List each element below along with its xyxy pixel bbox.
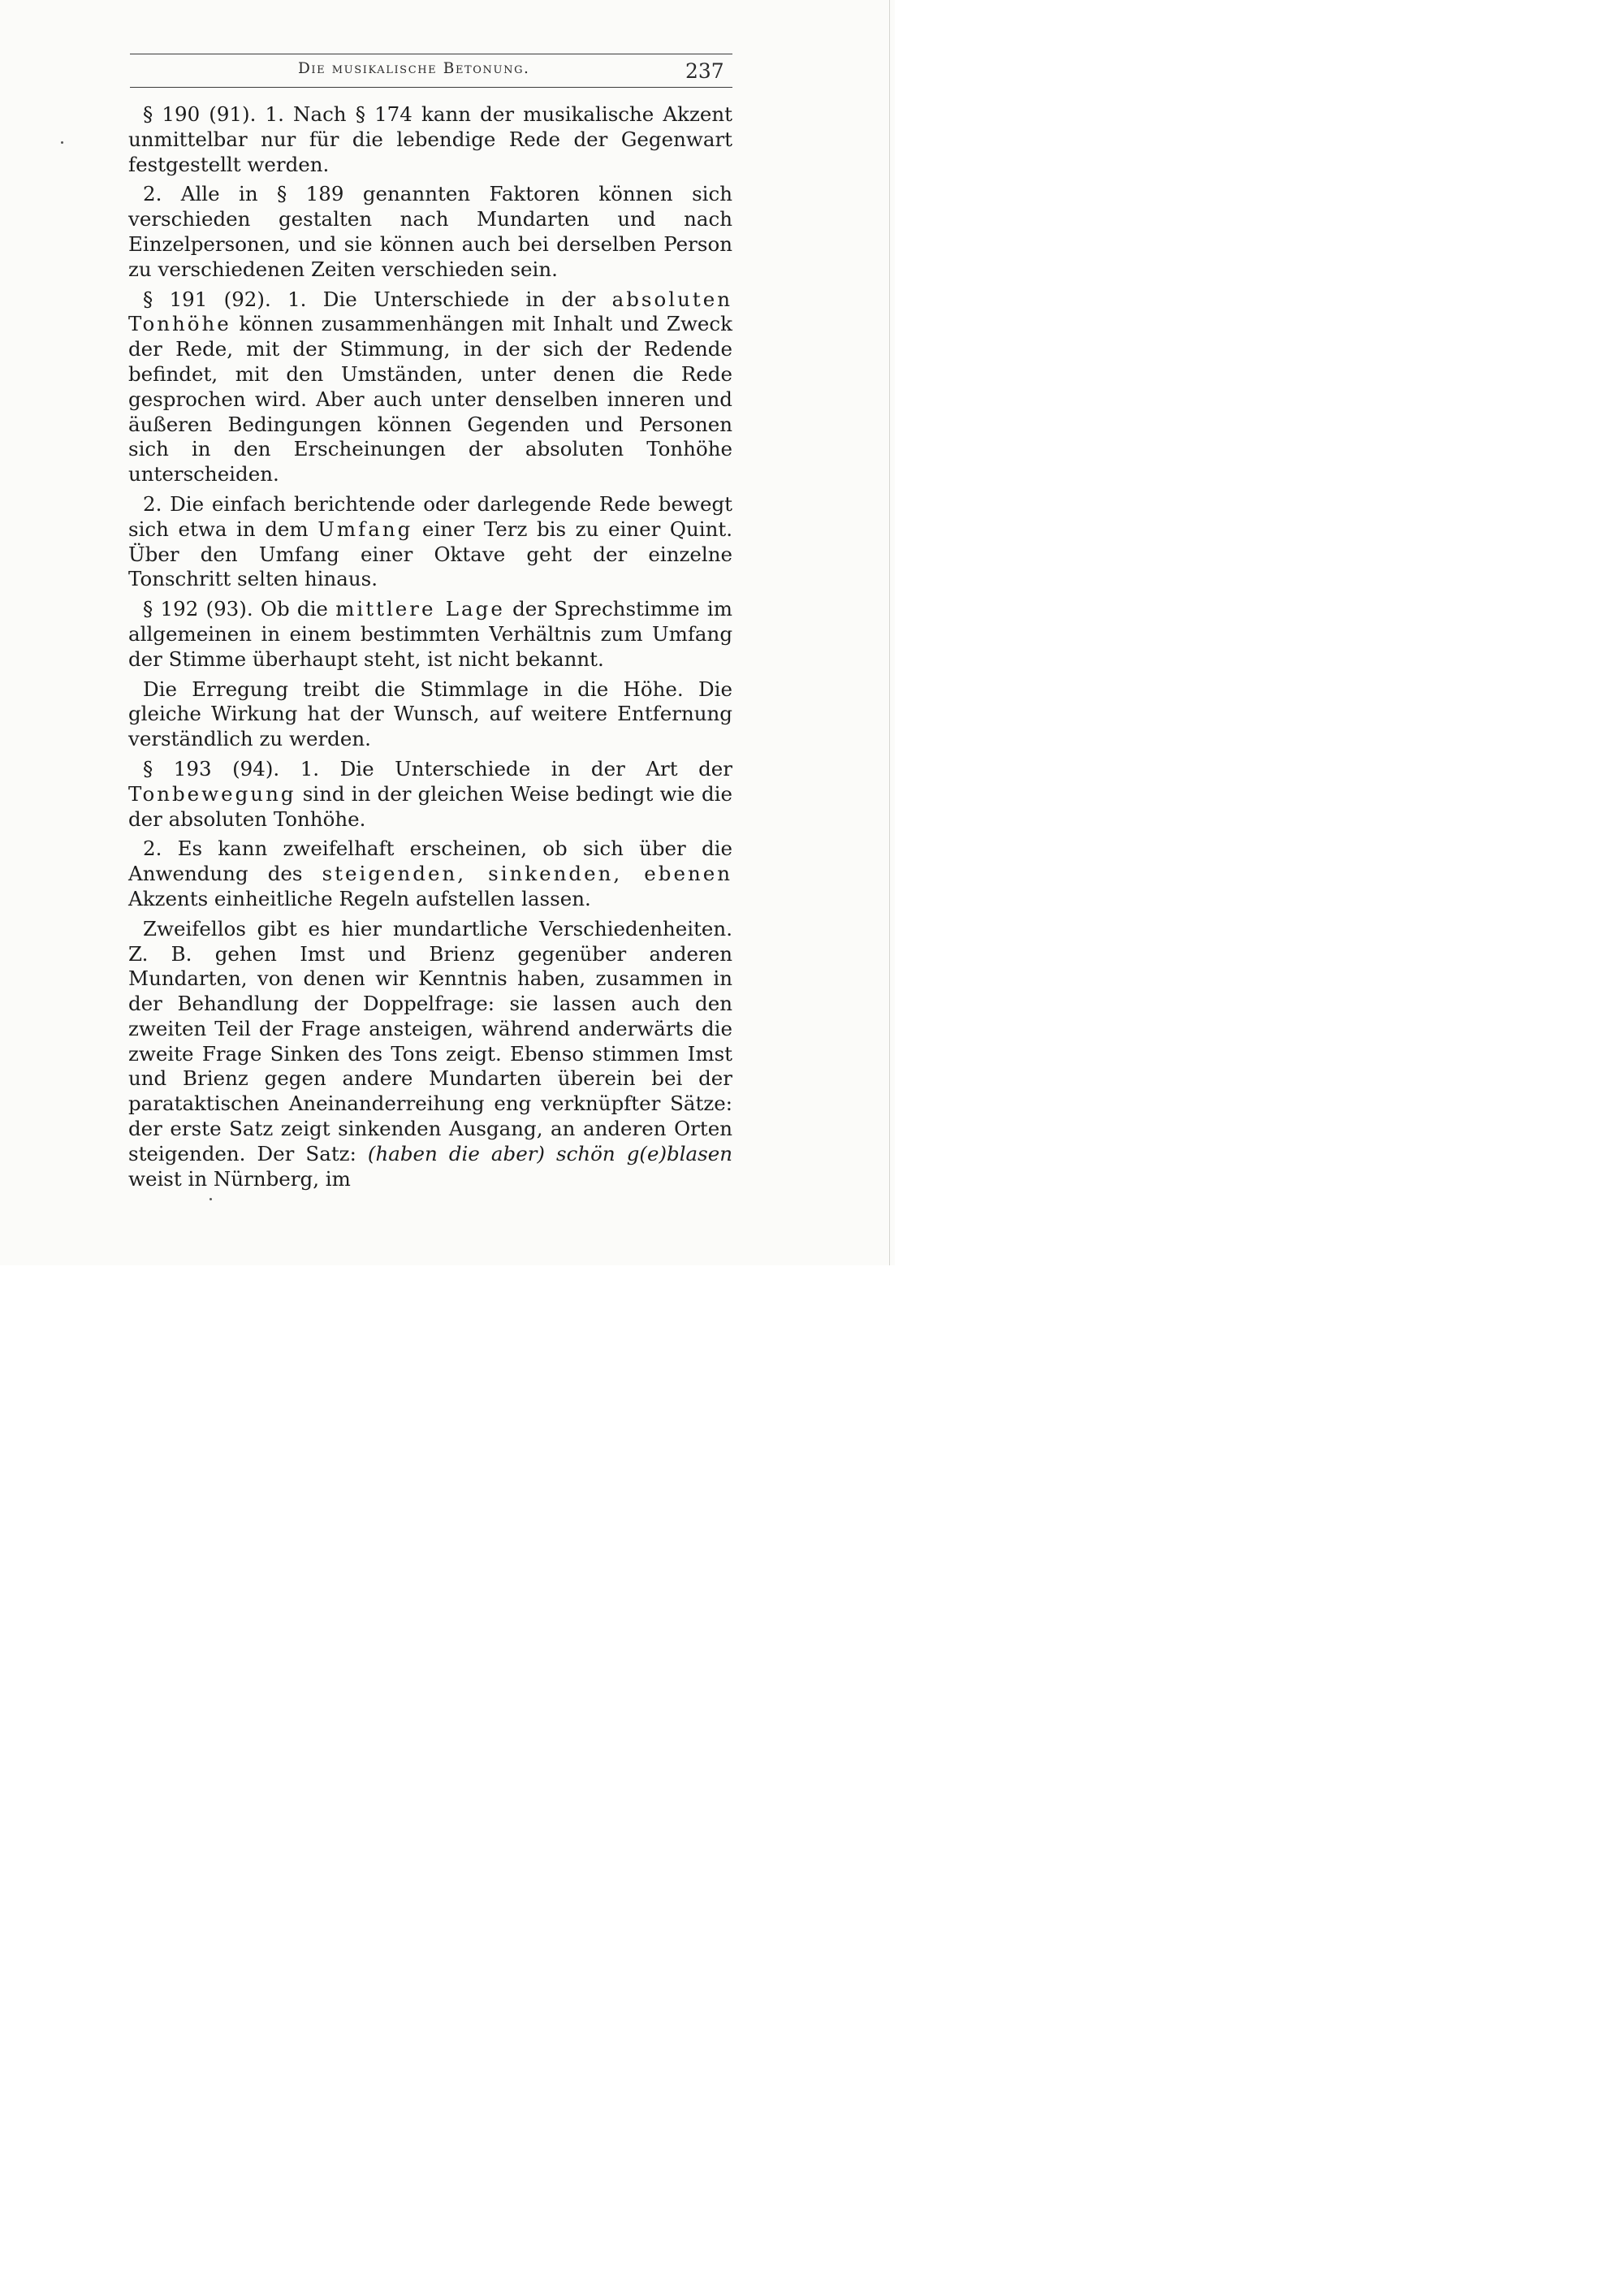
paragraph-191-1-rest: können zusammenhängen mit Inhalt und Zweck der Rede, mit der Stimmung, in der sich der Redende befindet, mit den Umständen, unter denen die Rede gesprochen wird. Aber auch unter denselben inneren und äußeren Bedingungen können Gegenden und Personen sich in den Erscheinungen der absoluten Tonhöhe unterscheiden. [128,312,732,486]
paragraph-193-3-rest: weist in Nürnberg, im [128,1166,351,1191]
paragraph-192-1 [128,597,732,672]
header-rule-bottom [130,87,732,88]
paragraph-193-1 [128,757,732,832]
scan-speck [61,141,63,144]
page-number: 237 [685,59,724,83]
gutter-line [889,0,890,1265]
book-page [0,0,895,1265]
spaced-term-mittlere-lage: mittlere Lage [335,597,505,621]
paragraph-191-2 [128,492,732,592]
paragraph-190-2: 2. Alle in § 189 genannten Faktoren können sich verschieden gestalten nach Mundarten und nach Einzelpersonen, und sie können auch bei derselben Person zu verschiedenen Zeiten verschieden sein. [128,182,732,281]
paragraph-193-2-rest: Akzents einheitliche Regeln aufstellen lassen. [128,886,591,910]
paragraph-192-1-start: § 192 (93). Ob die [143,597,336,621]
spaced-term-absolute-tonhoehe: absoluten Tonhöhe [128,287,732,336]
paragraph-191-2-rest: einer Terz bis zu einer Quint. Über den Umfang einer Oktave geht der einzelne Tonschritt selten hinaus. [128,517,732,591]
paragraph-193-3-start: Zweifellos gibt es hier mundartliche Verschiedenheiten. Z. B. gehen Imst und Brienz gegenüber anderen Mundarten, von denen wir Kenntnis haben, zusammen in der Behandlung der Doppelfrage: sie lassen auch den zweiten Teil der Frage ansteigen, während anderwärts die zweite Frage Sinken des Tons zeigt. Ebenso stimmen Imst und Brienz gegen andere Mundarten überein bei der parataktischen Aneinanderreihung eng verknüpfter Sätze: der erste Satz zeigt sinkenden Ausgang, an anderen Orten steigenden. Der Satz: [128,916,732,1165]
spaced-term-akzentarten: steigenden, sinkenden, ebenen [322,862,733,886]
paragraph-191-1-start: § 191 (92). 1. Die Unterschiede in der [143,287,612,311]
italic-example-sentence: (haben die aber) schön g(e)blasen [367,1141,732,1165]
running-head: Die musikalische Betonung. [298,60,530,77]
spaced-term-umfang: Umfang [317,517,413,541]
paragraph-193-1-rest: sind in der gleichen Weise bedingt wie die der absoluten Tonhöhe. [128,781,732,831]
paragraph-191-2-start: 2. Die einfach berichtende oder darlegende Rede bewegt sich etwa in dem [128,491,732,541]
paragraph-193-2-start: 2. Es kann zweifelhaft erscheinen, ob sich über die Anwendung des [128,837,732,886]
scan-speck [209,1198,212,1200]
body-text [128,102,732,1196]
paragraph-193-1-start: § 193 (94). 1. Die Unterschiede in der Art der [143,756,732,780]
paragraph-192-2: Die Erregung treibt die Stimmlage in die Höhe. Die gleiche Wirkung hat der Wunsch, auf weitere Entfernung verständlich zu werden. [128,677,732,751]
spaced-term-tonbewegung: Tonbewegung [128,781,296,806]
paragraph-191-1 [128,288,732,487]
paragraph-190-1: § 190 (91). 1. Nach § 174 kann der musikalische Akzent unmittelbar nur für die lebendige Rede der Gegenwart festgestellt werden. [128,102,732,176]
paragraph-193-3 [128,917,732,1192]
paragraph-192-1-rest: der Sprechstimme im allgemeinen in einem bestimmten Verhältnis zum Umfang der Stimme überhaupt steht, ist nicht bekannt. [128,597,732,671]
paragraph-193-2 [128,837,732,911]
